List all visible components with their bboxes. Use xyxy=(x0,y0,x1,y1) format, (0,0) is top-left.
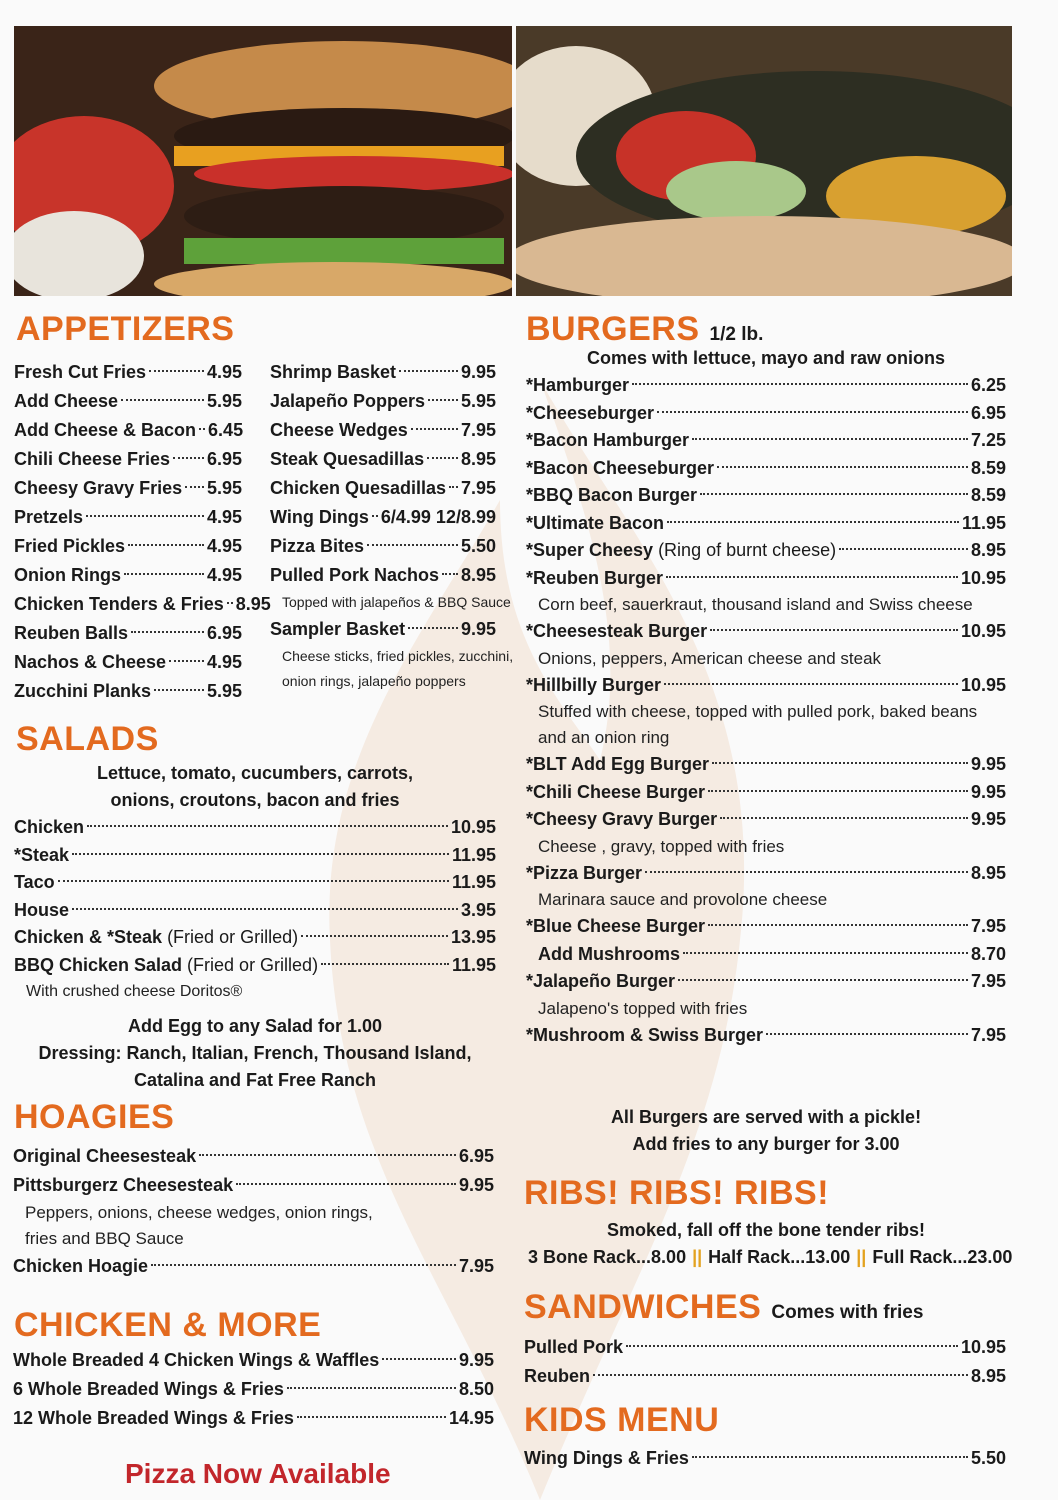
item-price: 9.95 xyxy=(458,1175,494,1195)
menu-item xyxy=(270,416,496,445)
leader-dots xyxy=(151,1264,456,1266)
chicken-heading: CHICKEN & MORE xyxy=(14,1306,322,1344)
leader-dots xyxy=(124,573,204,575)
menu-item xyxy=(524,1333,1006,1362)
item-description: Jalapeno's topped with fries xyxy=(538,998,748,1018)
item-note: (Fried or Grilled) xyxy=(187,954,319,975)
item-price: 7.95 xyxy=(970,1024,1006,1045)
menu-item xyxy=(526,913,1006,941)
leader-dots xyxy=(449,486,458,488)
leader-dots xyxy=(766,1033,968,1035)
item-description: Topped with jalapeños & BBQ Sauce xyxy=(282,594,511,610)
item-price: 7.95 xyxy=(458,1256,494,1276)
menu-item xyxy=(14,387,242,416)
menu-item xyxy=(526,537,1006,565)
leader-dots xyxy=(667,521,959,523)
leader-dots xyxy=(297,1416,446,1418)
item-price: 4.95 xyxy=(206,362,242,382)
item-name: 6 Whole Breaded Wings & Fries xyxy=(13,1379,284,1399)
menu-item xyxy=(526,565,1006,593)
menu-item xyxy=(526,941,1006,969)
item-name: *Reuben Burger xyxy=(526,567,664,588)
menu-item xyxy=(13,1142,494,1171)
item-price: 13.95 xyxy=(450,927,496,947)
item-description: Stuffed with cheese, topped with pulled pork, baked beans xyxy=(538,702,978,721)
item-price: 11.95 xyxy=(451,844,496,865)
item-name: Chili Cheese Fries xyxy=(14,449,171,469)
menu-item xyxy=(14,619,242,648)
menu-item xyxy=(270,615,496,644)
menu-item xyxy=(14,358,242,387)
salads-footer xyxy=(14,1013,496,1094)
item-price: 10.95 xyxy=(450,817,496,837)
burgers-footer xyxy=(526,1104,1006,1158)
item-name: Jalapeño Poppers xyxy=(270,391,426,411)
sandwiches-list xyxy=(524,1333,1006,1391)
item-price: 10.95 xyxy=(960,621,1006,641)
menu-item xyxy=(270,503,496,532)
item-name: Cheese Wedges xyxy=(270,420,408,440)
ribs-separator: || xyxy=(856,1247,867,1267)
menu-item xyxy=(14,677,242,706)
item-price: 10.95 xyxy=(960,567,1006,588)
item-price: 5.95 xyxy=(206,478,242,498)
menu-item xyxy=(14,869,496,897)
item-name: *Steak xyxy=(14,844,70,865)
leader-dots xyxy=(632,383,968,385)
menu-item xyxy=(526,751,1006,779)
burgers-size: 1/2 lb. xyxy=(709,324,764,345)
menu-item xyxy=(526,806,1006,834)
item-description: Cheese sticks, fried pickles, zucchini, xyxy=(282,648,514,664)
item-price: 8.95 xyxy=(460,565,496,585)
item-price: 11.95 xyxy=(961,512,1006,533)
item-price: 9.95 xyxy=(970,781,1006,802)
item-name: Cheesy Gravy Fries xyxy=(14,478,183,498)
leader-dots xyxy=(58,880,449,882)
item-name: *Cheeseburger xyxy=(526,402,655,423)
item-price: 3.95 xyxy=(460,899,496,920)
item-name: *BLT Add Egg Burger xyxy=(526,754,709,774)
pizza-banner: Pizza Now Available xyxy=(125,1458,391,1489)
ribs-intro: Smoked, fall off the bone tender ribs! xyxy=(606,1220,926,1240)
item-description: With crushed cheese Doritos® xyxy=(26,983,243,1000)
leader-dots xyxy=(131,631,204,633)
ribs-half: Half Rack...13.00 xyxy=(708,1247,851,1267)
item-price: 8.59 xyxy=(970,457,1006,478)
dressing-line-2: Catalina and Fat Free Ranch xyxy=(133,1070,377,1090)
leader-dots xyxy=(382,1358,456,1360)
item-price: 5.95 xyxy=(460,391,496,411)
menu-item xyxy=(270,561,496,590)
appetizers-right-list xyxy=(270,358,514,694)
leader-dots xyxy=(169,660,204,662)
leader-dots xyxy=(692,438,968,440)
ribs-separator: || xyxy=(692,1247,703,1267)
item-name: *Ultimate Bacon xyxy=(526,512,665,533)
item-name: Sampler Basket xyxy=(270,619,406,639)
kids-list xyxy=(524,1444,1006,1473)
item-note: (Fried or Grilled) xyxy=(167,927,299,947)
item-name: 12 Whole Breaded Wings & Fries xyxy=(13,1408,294,1428)
menu-item xyxy=(526,400,1006,428)
leader-dots xyxy=(301,935,448,937)
leader-dots xyxy=(708,790,968,792)
item-name: Shrimp Basket xyxy=(270,362,397,382)
item-name: BBQ Chicken Salad xyxy=(14,954,183,975)
item-price: 8.50 xyxy=(458,1379,494,1399)
item-price: 8.95 xyxy=(460,449,496,469)
item-price: 7.95 xyxy=(460,478,496,498)
item-name: Chicken Quesadillas xyxy=(270,478,447,498)
menu-item xyxy=(526,1022,1006,1050)
item-price: 4.95 xyxy=(206,565,242,585)
item-description: onion rings, jalapeño poppers xyxy=(282,673,466,689)
item-price: 7.95 xyxy=(970,971,1006,991)
leader-dots xyxy=(236,1183,456,1185)
menu-item xyxy=(526,427,1006,455)
item-price: 14.95 xyxy=(448,1408,494,1428)
item-price: 5.95 xyxy=(206,681,242,701)
salads-list xyxy=(14,814,496,1005)
item-name: *Super Cheesy xyxy=(526,540,654,560)
ribs-prices xyxy=(528,1247,1012,1268)
menu-item xyxy=(14,924,496,952)
salads-intro xyxy=(14,760,496,814)
menu-item xyxy=(13,1252,494,1281)
item-name: Pizza Bites xyxy=(270,536,365,556)
chicken-list xyxy=(13,1346,494,1433)
leader-dots xyxy=(185,486,204,488)
leader-dots xyxy=(700,493,968,495)
item-name: Add Cheese xyxy=(14,391,119,411)
item-price: 7.95 xyxy=(970,916,1006,936)
menu-item xyxy=(13,1171,494,1200)
leader-dots xyxy=(712,762,968,764)
leader-dots xyxy=(657,411,968,413)
menu-item xyxy=(14,952,496,980)
item-price: 4.95 xyxy=(206,652,242,672)
leader-dots xyxy=(692,1456,968,1458)
item-name: Chicken & *Steak xyxy=(14,927,163,947)
ribs-full: Full Rack...23.00 xyxy=(872,1247,1013,1267)
menu-item xyxy=(526,618,1006,646)
burgers-heading xyxy=(526,312,763,346)
pickle-note: All Burgers are served with a pickle! xyxy=(610,1107,922,1127)
item-description: Onions, peppers, American cheese and steak xyxy=(538,648,882,668)
menu-item xyxy=(14,814,496,842)
ribs-3-bone: 3 Bone Rack...8.00 xyxy=(528,1247,687,1267)
item-price: 8.95 xyxy=(970,1366,1006,1386)
item-name: Reuben xyxy=(524,1366,591,1386)
item-price: 6.25 xyxy=(970,375,1006,395)
burgers-intro: Comes with lettuce, mayo and raw onions xyxy=(586,348,946,368)
item-price: 10.95 xyxy=(960,1337,1006,1357)
menu-item xyxy=(13,1346,494,1375)
item-price: 9.95 xyxy=(970,754,1006,774)
leader-dots xyxy=(72,908,458,910)
item-name: Zucchini Planks xyxy=(14,681,152,701)
leader-dots xyxy=(367,544,458,546)
menu-item xyxy=(524,1444,1006,1473)
leader-dots xyxy=(372,515,378,517)
item-name: *Blue Cheese Burger xyxy=(526,916,706,936)
item-price: 5.95 xyxy=(206,391,242,411)
item-price: 8.95 xyxy=(970,540,1006,560)
item-name: Chicken Tenders & Fries xyxy=(14,594,224,614)
item-price: 9.95 xyxy=(970,809,1006,829)
burgers-title: BURGERS xyxy=(526,310,700,348)
leader-dots xyxy=(321,963,449,965)
leader-dots xyxy=(428,399,458,401)
item-name: Onion Rings xyxy=(14,565,121,585)
item-name: Fresh Cut Fries xyxy=(14,362,147,382)
menu-item xyxy=(14,416,242,445)
leader-dots xyxy=(839,548,968,550)
leader-dots xyxy=(408,627,458,629)
menu-item xyxy=(270,358,496,387)
item-price: 11.95 xyxy=(451,954,496,975)
kids-heading: KIDS MENU xyxy=(524,1401,720,1439)
leader-dots xyxy=(128,544,204,546)
item-price: 6.95 xyxy=(458,1146,494,1166)
item-name: Pulled Pork xyxy=(524,1337,624,1357)
item-name: *BBQ Bacon Burger xyxy=(526,485,698,505)
item-name: *Jalapeño Burger xyxy=(526,971,676,991)
item-price: 8.95 xyxy=(235,594,271,614)
leader-dots xyxy=(708,924,968,926)
leader-dots xyxy=(199,1154,456,1156)
appetizers-left-list xyxy=(14,358,271,706)
hoagies-heading: HOAGIES xyxy=(14,1098,175,1136)
item-price: 6/4.99 12/8.99 xyxy=(380,507,496,527)
menu-item xyxy=(526,779,1006,807)
item-name: Pretzels xyxy=(14,507,84,527)
leader-dots xyxy=(442,573,458,575)
leader-dots xyxy=(173,457,204,459)
menu-item xyxy=(526,968,1006,996)
menu-item xyxy=(526,372,1006,400)
menu-item xyxy=(14,842,496,870)
salads-heading: SALADS xyxy=(16,720,159,758)
item-price: 6.95 xyxy=(206,623,242,643)
leader-dots xyxy=(72,853,449,855)
menu-item xyxy=(13,1375,494,1404)
leader-dots xyxy=(154,689,204,691)
item-name: Wing Dings xyxy=(270,507,369,527)
item-name: Pittsburgerz Cheesesteak xyxy=(13,1175,234,1195)
ribs-heading: RIBS! RIBS! RIBS! xyxy=(524,1174,830,1212)
leader-dots xyxy=(593,1374,968,1376)
item-price: 4.95 xyxy=(206,536,242,556)
menu-item xyxy=(270,532,496,561)
leader-dots xyxy=(411,428,458,430)
item-name: *Pizza Burger xyxy=(526,862,643,883)
menu-item xyxy=(526,510,1006,538)
item-price: 8.70 xyxy=(970,943,1006,964)
item-price: 6.95 xyxy=(970,402,1006,423)
cheesesteak-photo xyxy=(516,26,1012,296)
leader-dots xyxy=(720,817,968,819)
item-price: 6.45 xyxy=(208,420,244,440)
item-name: Steak Quesadillas xyxy=(270,449,425,469)
menu-item xyxy=(526,672,1006,700)
leader-dots xyxy=(645,871,968,873)
menu-item xyxy=(270,445,496,474)
sandwiches-heading xyxy=(524,1290,923,1324)
item-name: Taco xyxy=(14,872,55,892)
item-name: Add Mushrooms xyxy=(538,943,680,964)
leader-dots xyxy=(683,952,968,954)
item-price: 4.95 xyxy=(206,507,242,527)
burgers-list xyxy=(526,372,1006,1049)
leader-dots xyxy=(626,1345,958,1347)
item-price: 5.50 xyxy=(970,1448,1006,1468)
item-name: Chicken xyxy=(14,817,85,837)
item-description: fries and BBQ Sauce xyxy=(25,1229,184,1248)
menu-item xyxy=(526,860,1006,888)
item-name: *Hamburger xyxy=(526,375,630,395)
item-price: 5.50 xyxy=(460,536,496,556)
item-name: *Chili Cheese Burger xyxy=(526,781,706,802)
menu-item xyxy=(270,474,496,503)
leader-dots xyxy=(666,576,958,578)
sandwiches-sub: Comes with fries xyxy=(771,1302,924,1323)
menu-item xyxy=(14,445,242,474)
item-description: Corn beef, sauerkraut, thousand island and Swiss cheese xyxy=(538,595,973,614)
menu-item xyxy=(14,561,242,590)
item-price: 7.95 xyxy=(460,420,496,440)
item-name: *Bacon Cheeseburger xyxy=(526,457,715,478)
leader-dots xyxy=(678,979,968,981)
leader-dots xyxy=(717,466,968,468)
item-description: and an onion ring xyxy=(538,728,670,747)
burger-photo xyxy=(14,26,512,296)
item-price: 10.95 xyxy=(960,674,1006,695)
item-price: 8.59 xyxy=(970,485,1006,505)
menu-item xyxy=(524,1362,1006,1391)
item-name: Nachos & Cheese xyxy=(14,652,167,672)
item-description: Marinara sauce and provolone cheese xyxy=(538,890,828,909)
item-name: *Mushroom & Swiss Burger xyxy=(526,1024,764,1045)
item-name: Reuben Balls xyxy=(14,623,129,643)
item-description: Peppers, onions, cheese wedges, onion rings, xyxy=(25,1203,373,1222)
leader-dots xyxy=(427,457,458,459)
item-name: Original Cheesesteak xyxy=(13,1146,197,1166)
sandwiches-title: SANDWICHES xyxy=(524,1288,762,1326)
menu-item xyxy=(14,503,242,532)
menu-item xyxy=(14,532,242,561)
item-price: 9.95 xyxy=(460,619,496,639)
appetizers-heading: APPETIZERS xyxy=(16,310,235,348)
menu-item xyxy=(270,387,496,416)
menu-item xyxy=(526,482,1006,510)
leader-dots xyxy=(710,629,958,631)
leader-dots xyxy=(664,683,958,685)
menu-item xyxy=(13,1404,494,1433)
dressing-line-1: Dressing: Ranch, Italian, French, Thousand Island, xyxy=(38,1043,472,1063)
item-name: Wing Dings & Fries xyxy=(524,1448,689,1468)
menu-item xyxy=(14,897,496,925)
hoagies-list xyxy=(13,1142,494,1281)
item-name: *Cheesy Gravy Burger xyxy=(526,809,718,829)
leader-dots xyxy=(287,1387,456,1389)
item-price: 7.25 xyxy=(970,430,1006,450)
item-price: 6.95 xyxy=(206,449,242,469)
item-name: Whole Breaded 4 Chicken Wings & Waffles xyxy=(13,1350,380,1370)
item-name: Fried Pickles xyxy=(14,536,126,556)
leader-dots xyxy=(227,602,233,604)
leader-dots xyxy=(121,399,204,401)
salads-intro-line-1: Lettuce, tomato, cucumbers, carrots, xyxy=(96,763,414,783)
menu-item xyxy=(14,590,271,619)
menu-item xyxy=(14,648,242,677)
item-note: (Ring of burnt cheese) xyxy=(658,540,837,560)
fries-note: Add fries to any burger for 3.00 xyxy=(632,1134,900,1154)
item-price: 11.95 xyxy=(451,872,496,892)
leader-dots xyxy=(199,428,205,430)
item-name: *Cheesesteak Burger xyxy=(526,621,708,641)
item-name: Pulled Pork Nachos xyxy=(270,565,440,585)
menu-item xyxy=(14,474,242,503)
item-name: Add Cheese & Bacon xyxy=(14,420,197,440)
item-price: 9.95 xyxy=(460,362,496,382)
add-egg-note: Add Egg to any Salad for 1.00 xyxy=(127,1016,383,1036)
salads-intro-line-2: onions, croutons, bacon and fries xyxy=(110,790,400,810)
leader-dots xyxy=(399,370,458,372)
menu-item xyxy=(526,455,1006,483)
item-name: *Hillbilly Burger xyxy=(526,674,662,695)
item-name: Chicken Hoagie xyxy=(13,1256,149,1276)
leader-dots xyxy=(87,825,448,827)
leader-dots xyxy=(86,515,204,517)
item-name: *Bacon Hamburger xyxy=(526,430,690,450)
item-price: 8.95 xyxy=(970,862,1006,883)
item-description: Cheese , gravy, topped with fries xyxy=(538,836,785,856)
item-name: House xyxy=(14,899,70,920)
leader-dots xyxy=(149,370,204,372)
item-price: 9.95 xyxy=(458,1350,494,1370)
